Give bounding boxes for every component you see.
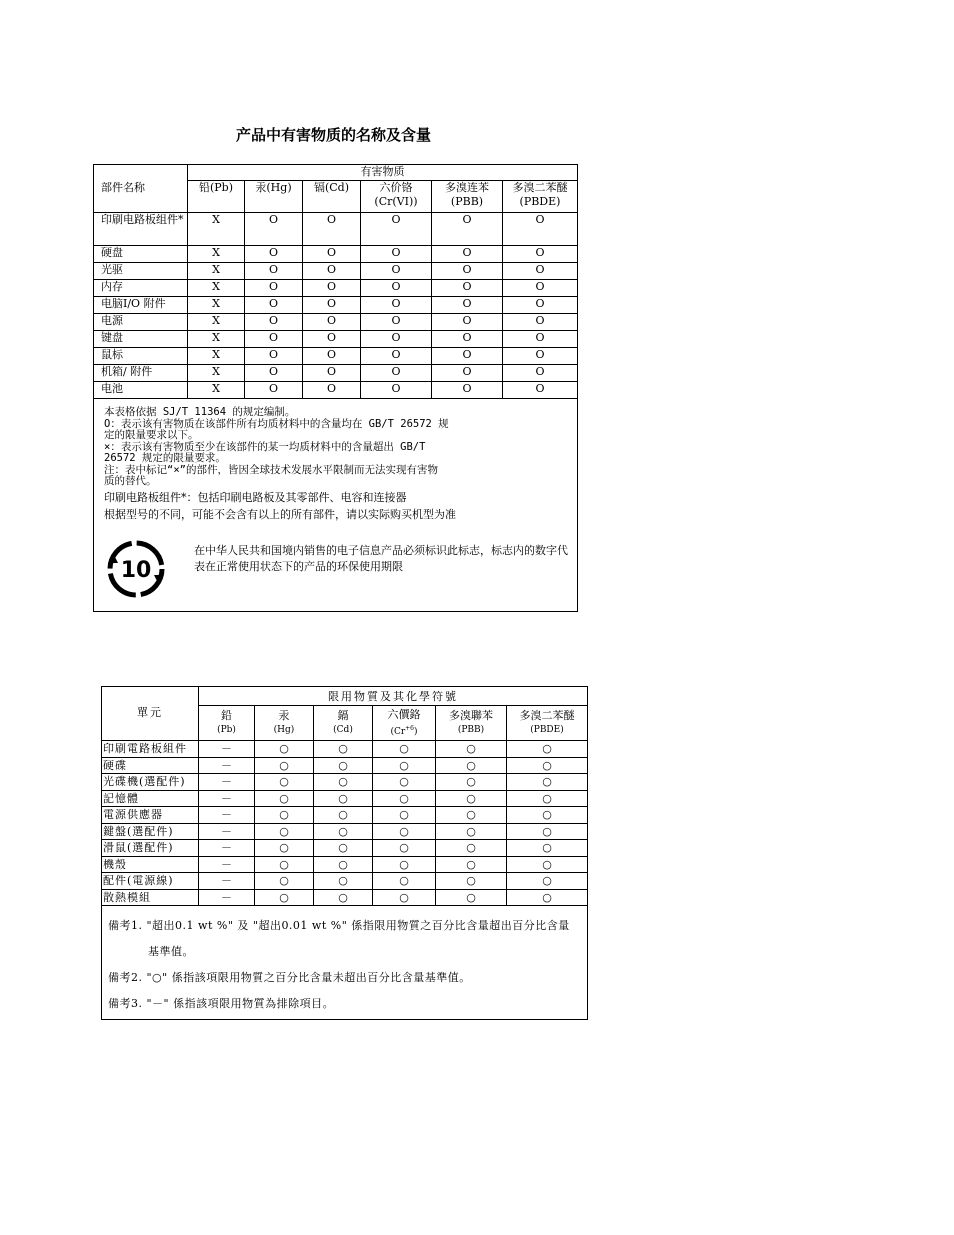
table-row <box>102 807 588 824</box>
environmental-protection-use-period-logo <box>106 539 166 599</box>
substance-value-cell: O <box>303 365 361 382</box>
table-row <box>102 790 588 807</box>
substance-value-cell: ○ <box>314 873 373 890</box>
table-row <box>102 823 588 840</box>
col-header-hg: 汞(Hg) <box>245 181 303 213</box>
substance-value-cell: O <box>432 331 503 348</box>
substance-value-cell: ○ <box>314 889 373 906</box>
table-row <box>94 213 578 246</box>
substance-value-cell: ○ <box>373 741 436 758</box>
substance-value-cell: O <box>503 365 578 382</box>
table-row <box>102 757 588 774</box>
part-name-cell: 鍵盤(選配件) <box>102 823 199 840</box>
substance-value-cell: O <box>361 297 432 314</box>
logo-number: 10 <box>120 558 152 583</box>
note-2: 備考2. "○" 係指該項限用物質之百分比含量未超出百分比含量基準值。 <box>108 971 471 984</box>
note-3: 備考3. "－" 係指該項限用物質為排除項目。 <box>108 997 335 1010</box>
part-name-cell: 硬盘 <box>94 246 188 263</box>
substance-value-cell: O <box>432 263 503 280</box>
col-header-pbb: 多溴连苯 (PBB) <box>432 181 503 213</box>
substance-value-cell: O <box>503 348 578 365</box>
substance-value-cell: ○ <box>314 840 373 857</box>
substance-value-cell: ○ <box>373 856 436 873</box>
substance-value-cell: － <box>199 741 255 758</box>
substance-value-cell: O <box>245 280 303 297</box>
substance-value-cell: ○ <box>507 840 588 857</box>
substance-value-cell: O <box>432 365 503 382</box>
substance-value-cell: O <box>303 348 361 365</box>
substance-value-cell: O <box>245 331 303 348</box>
substance-value-cell: X <box>188 331 245 348</box>
substance-value-cell: X <box>188 382 245 399</box>
substance-value-cell: ○ <box>436 889 507 906</box>
restricted-substances-table-traditional <box>101 686 588 906</box>
substance-value-cell: X <box>188 348 245 365</box>
restricted-substances-box-traditional <box>101 686 588 1020</box>
substance-value-cell: O <box>245 263 303 280</box>
substance-value-cell: O <box>361 314 432 331</box>
substance-value-cell: O <box>245 246 303 263</box>
substance-value-cell: － <box>199 856 255 873</box>
table-row <box>94 280 578 297</box>
substance-value-cell: O <box>432 246 503 263</box>
substance-value-cell: O <box>245 297 303 314</box>
table-row <box>94 382 578 399</box>
substance-value-cell: ○ <box>255 873 314 890</box>
substance-value-cell: O <box>503 263 578 280</box>
substance-value-cell: O <box>245 382 303 399</box>
substance-value-cell: X <box>188 263 245 280</box>
substance-value-cell: ○ <box>436 741 507 758</box>
substance-value-cell: O <box>361 246 432 263</box>
substance-value-cell: － <box>199 873 255 890</box>
table-row <box>102 873 588 890</box>
substance-value-cell: ○ <box>436 873 507 890</box>
col-header-cr6: 六價鉻 $(Cr^{+6})$ <box>373 706 436 741</box>
table-row <box>102 856 588 873</box>
substance-value-cell: O <box>361 365 432 382</box>
part-name-cell: 配件(電源線) <box>102 873 199 890</box>
substance-value-cell: ○ <box>373 774 436 791</box>
substance-value-cell: ○ <box>255 889 314 906</box>
substance-value-cell: ○ <box>373 889 436 906</box>
substance-value-cell: ○ <box>314 823 373 840</box>
substance-value-cell: O <box>503 213 578 246</box>
substance-value-cell: O <box>503 331 578 348</box>
substance-value-cell: ○ <box>255 807 314 824</box>
substance-value-cell: ○ <box>436 840 507 857</box>
substance-value-cell: O <box>361 382 432 399</box>
substance-value-cell: － <box>199 807 255 824</box>
substance-value-cell: O <box>503 382 578 399</box>
substance-value-cell: O <box>432 297 503 314</box>
substance-value-cell: ○ <box>507 774 588 791</box>
substance-value-cell: O <box>245 314 303 331</box>
part-name-cell: 光碟機(選配件) <box>102 774 199 791</box>
part-name-cell: 電源供應器 <box>102 807 199 824</box>
substance-value-cell: ○ <box>507 823 588 840</box>
note-line: 根据型号的不同，可能不会含有以上的所有部件，请以实际购买机型为准 <box>104 507 456 521</box>
part-name-cell: 滑鼠(選配件) <box>102 840 199 857</box>
unit-header: 單元 <box>102 687 199 741</box>
part-header: 部件名称 <box>94 165 188 213</box>
substance-value-cell: ○ <box>255 790 314 807</box>
col-header-hg: 汞 (Hg) <box>255 706 314 741</box>
substance-value-cell: O <box>503 280 578 297</box>
part-name-cell: 机箱/ 附件 <box>94 365 188 382</box>
substance-value-cell: O <box>361 280 432 297</box>
substance-value-cell: － <box>199 790 255 807</box>
substance-value-cell: ○ <box>314 856 373 873</box>
logo-description: 在中华人民共和国境内销售的电子信息产品必须标识此标志，标志内的数字代表在正常使用状态下的产品的环保使用期限 <box>194 544 568 573</box>
table-row <box>94 348 578 365</box>
table-row <box>102 840 588 857</box>
substance-value-cell: － <box>199 757 255 774</box>
part-name-cell: 内存 <box>94 280 188 297</box>
substance-value-cell: X <box>188 365 245 382</box>
substance-value-cell: ○ <box>507 873 588 890</box>
col-header-pb: 鉛 (Pb) <box>199 706 255 741</box>
part-name-cell: 記憶體 <box>102 790 199 807</box>
substance-value-cell: X <box>188 280 245 297</box>
substance-value-cell: O <box>432 280 503 297</box>
table-row <box>94 246 578 263</box>
part-name-cell: 电池 <box>94 382 188 399</box>
hazardous-substances-box-simplified <box>93 164 578 612</box>
substance-value-cell: ○ <box>507 856 588 873</box>
substance-value-cell: － <box>199 823 255 840</box>
table-row <box>102 774 588 791</box>
part-name-cell: 印刷電路板組件 <box>102 741 199 758</box>
substance-group-header: 有害物质 <box>188 165 578 181</box>
substance-value-cell: ○ <box>314 807 373 824</box>
substance-value-cell: － <box>199 774 255 791</box>
substance-value-cell: ○ <box>436 823 507 840</box>
table-row <box>94 297 578 314</box>
part-name-cell: 印刷电路板组件* <box>94 213 188 246</box>
part-name-cell: 機殼 <box>102 856 199 873</box>
substance-value-cell: ○ <box>314 741 373 758</box>
substance-value-cell: O <box>432 314 503 331</box>
substance-value-cell: O <box>361 263 432 280</box>
substance-value-cell: O <box>503 246 578 263</box>
note-1: 備考1. "超出0.1 wt %" 及 "超出0.01 wt %" 係指限用物質之百分比含量超出百分比含量 <box>108 919 570 932</box>
substance-value-cell: ○ <box>436 774 507 791</box>
substance-value-cell: O <box>361 348 432 365</box>
substance-value-cell: ○ <box>373 873 436 890</box>
substance-value-cell: ○ <box>255 741 314 758</box>
note-line: 印刷电路板组件*：包括印刷电路板及其零部件、电容和连接器 <box>104 490 407 504</box>
note-line: O：表示该有害物质在该部件所有均质材料中的含量均在 GB/T 26572 规 定的限量要求以下。 <box>104 417 449 441</box>
substance-value-cell: ○ <box>314 757 373 774</box>
substance-value-cell: ○ <box>507 741 588 758</box>
col-header-cd: 鎘 (Cd) <box>314 706 373 741</box>
substance-value-cell: ○ <box>436 757 507 774</box>
substance-value-cell: O <box>303 382 361 399</box>
substance-value-cell: X <box>188 297 245 314</box>
substance-value-cell: ○ <box>255 757 314 774</box>
substance-value-cell: O <box>432 348 503 365</box>
substance-value-cell: O <box>303 246 361 263</box>
substance-value-cell: X <box>188 246 245 263</box>
substance-value-cell: ○ <box>255 774 314 791</box>
col-header-cd: 镉(Cd) <box>303 181 361 213</box>
substance-value-cell: ○ <box>507 889 588 906</box>
table-row <box>94 263 578 280</box>
substance-value-cell: O <box>503 297 578 314</box>
substance-value-cell: － <box>199 889 255 906</box>
substance-value-cell: ○ <box>314 790 373 807</box>
table-row <box>94 365 578 382</box>
substance-value-cell: O <box>303 280 361 297</box>
part-name-cell: 光驱 <box>94 263 188 280</box>
note-1-continued: 基準值。 <box>148 945 194 958</box>
substance-value-cell: ○ <box>373 757 436 774</box>
part-name-cell: 电源 <box>94 314 188 331</box>
table-row <box>94 314 578 331</box>
part-name-cell: 电脑I/O 附件 <box>94 297 188 314</box>
substance-value-cell: ○ <box>255 823 314 840</box>
table-row <box>102 889 588 906</box>
col-header-pbde: 多溴二苯醚 (PBDE) <box>503 181 578 213</box>
substance-value-cell: X <box>188 314 245 331</box>
substance-value-cell: ○ <box>373 807 436 824</box>
substance-value-cell: O <box>303 263 361 280</box>
substance-value-cell: ○ <box>255 840 314 857</box>
substance-value-cell: X <box>188 213 245 246</box>
substance-value-cell: O <box>245 348 303 365</box>
col-header-pbb: 多溴聯苯 (PBB) <box>436 706 507 741</box>
col-header-pb: 铅(Pb) <box>188 181 245 213</box>
substance-value-cell: ○ <box>507 757 588 774</box>
substance-value-cell: O <box>361 213 432 246</box>
note-line: 本表格依据 SJ/T 11364 的规定编制。 <box>104 406 296 418</box>
substance-value-cell: O <box>432 213 503 246</box>
notes-simplified <box>104 407 564 522</box>
substance-value-cell: ○ <box>373 823 436 840</box>
note-line: ×：表示该有害物质至少在该部件的某一均质材料中的含量超出 GB/T 26572 规定的限量要求。 <box>104 440 426 464</box>
substance-value-cell: O <box>245 365 303 382</box>
substance-value-cell: O <box>361 331 432 348</box>
substance-value-cell: ○ <box>314 774 373 791</box>
part-name-cell: 硬碟 <box>102 757 199 774</box>
substance-value-cell: ○ <box>436 807 507 824</box>
table-row <box>94 331 578 348</box>
notes-traditional <box>108 913 588 1017</box>
document-title: 产品中有害物质的名称及含量 <box>236 126 432 144</box>
substance-value-cell: O <box>503 314 578 331</box>
substance-value-cell: ○ <box>373 790 436 807</box>
substance-value-cell: O <box>303 213 361 246</box>
substance-value-cell: ○ <box>507 790 588 807</box>
substance-value-cell: O <box>303 331 361 348</box>
col-header-pbde: 多溴二苯醚 (PBDE) <box>507 706 588 741</box>
substance-value-cell: O <box>432 382 503 399</box>
part-name-cell: 鼠标 <box>94 348 188 365</box>
substance-value-cell: ○ <box>507 807 588 824</box>
part-name-cell: 键盘 <box>94 331 188 348</box>
substance-value-cell: ○ <box>373 840 436 857</box>
substance-value-cell: O <box>245 213 303 246</box>
substance-value-cell: ○ <box>436 856 507 873</box>
table-row <box>102 741 588 758</box>
col-header-cr6: 六价铬 (Cr(VI)) <box>361 181 432 213</box>
hazardous-substances-table-simplified <box>93 164 578 399</box>
substance-value-cell: ○ <box>255 856 314 873</box>
restricted-group-header: 限用物質及其化學符號 <box>199 687 588 706</box>
note-line: 注：表中标记“×”的部件，皆因全球技术发展水平限制而无法实现有害物 质的替代。 <box>104 463 438 487</box>
substance-value-cell: ○ <box>436 790 507 807</box>
part-name-cell: 散熱模組 <box>102 889 199 906</box>
substance-value-cell: － <box>199 840 255 857</box>
substance-value-cell: O <box>303 297 361 314</box>
substance-value-cell: O <box>303 314 361 331</box>
